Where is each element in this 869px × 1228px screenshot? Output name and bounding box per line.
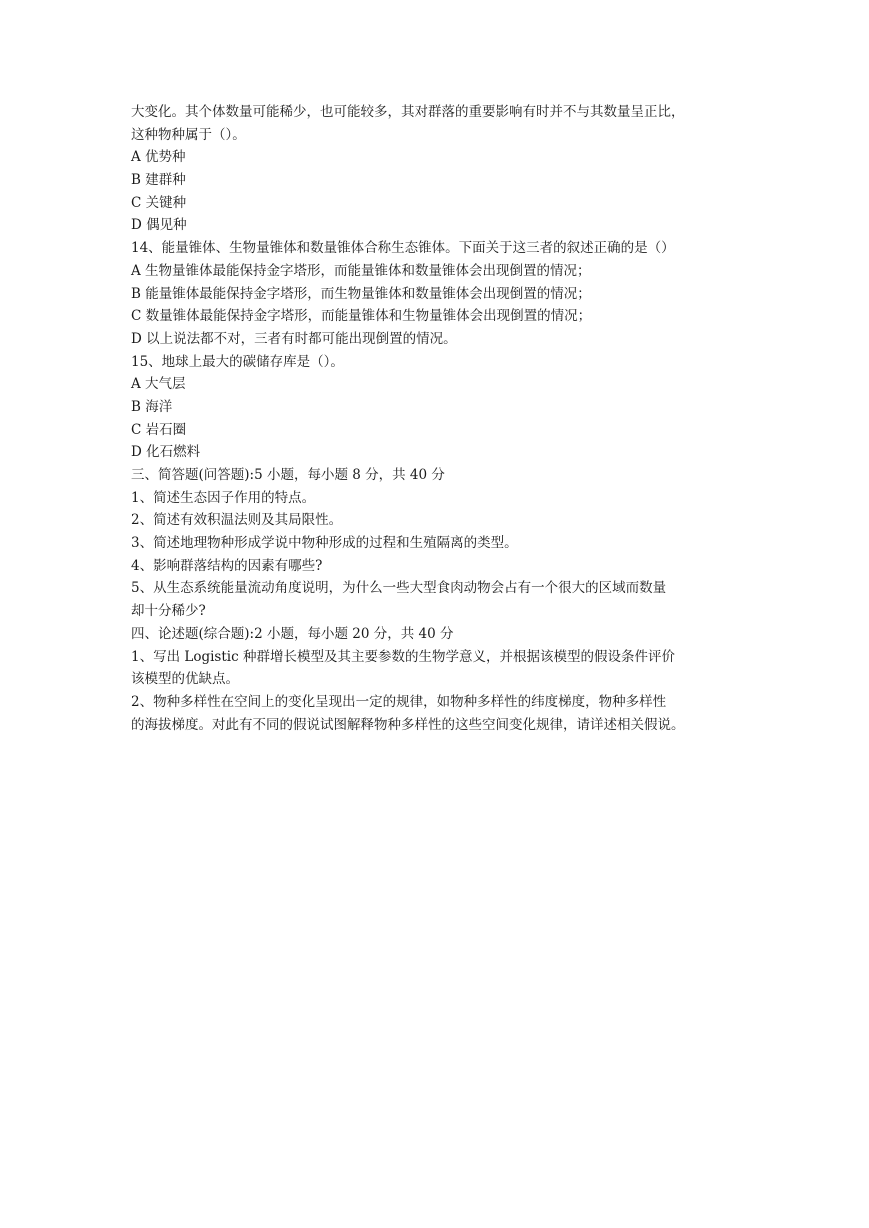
section-4-item-2-line-2: 的海拔梯度。对此有不同的假说试图解释物种多样性的这些空间变化规律，请详述相关假说。 (131, 716, 685, 733)
q15-option-b: B 海洋 (131, 398, 173, 415)
q13-option-c: C 关键种 (131, 194, 187, 211)
section-3-item-2: 2、简述有效积温法则及其局限性。 (131, 512, 343, 529)
section-4-item-2-line-1: 2、物种多样性在空间上的变化呈现出一定的规律，如物种多样性的纬度梯度，物种多样性 (131, 693, 667, 710)
q14-option-d: D 以上说法都不对，三者有时都可能出现倒置的情况。 (131, 330, 457, 347)
q15-option-d: D 化石燃料 (131, 444, 201, 461)
section-4-heading: 四、论述题(综合题):2 小题，每小题 20 分，共 40 分 (131, 625, 454, 642)
exam-page (131, 101, 741, 736)
q13-option-a: A 优势种 (131, 149, 186, 166)
q13-option-d: D 偶见种 (131, 217, 187, 234)
section-3-item-4: 4、影响群落结构的因素有哪些? (131, 557, 323, 574)
q15-option-a: A 大气层 (131, 376, 186, 393)
q14-stem: 14、能量锥体、生物量锥体和数量锥体合称生态锥体。下面关于这三者的叙述正确的是（） (131, 240, 675, 257)
q14-option-c: C 数量锥体最能保持金字塔形，而能量锥体和生物量锥体会出现倒置的情况； (131, 308, 592, 325)
q15-option-c: C 岩石圈 (131, 421, 187, 438)
q13-stem-line-1: 大变化。其个体数量可能稀少，也可能较多，其对群落的重要影响有时并不与其数量呈正比， (131, 104, 685, 120)
q13-stem-line-2: 这种物种属于（）。 (131, 126, 246, 143)
section-3-item-5-line-1: 5、从生态系统能量流动角度说明，为什么一些大型食肉动物会占有一个很大的区域而数量 (131, 580, 667, 597)
q13-option-b: B 建群种 (131, 172, 186, 189)
q14-option-b: B 能量锥体最能保持金字塔形，而生物量锥体和数量锥体会出现倒置的情况； (131, 285, 591, 302)
section-3-heading: 三、简答题(问答题):5 小题，每小题 8 分，共 40 分 (131, 467, 445, 483)
section-3-item-5-line-2: 却十分稀少? (131, 603, 206, 620)
section-4-item-1-line-1: 1、写出 Logistic 种群增长模型及其主要参数的生物学意义，并根据该模型的假设条件评价 (131, 648, 675, 665)
section-4-item-1-line-2: 该模型的优缺点。 (131, 671, 239, 688)
section-3-item-3: 3、简述地理物种形成学说中物种形成的过程和生殖隔离的类型。 (131, 535, 518, 552)
q15-stem: 15、地球上最大的碳储存库是（）。 (131, 353, 344, 370)
section-3-item-1: 1、简述生态因子作用的特点。 (131, 489, 316, 506)
q14-option-a: A 生物量锥体最能保持金字塔形，而能量锥体和数量锥体会出现倒置的情况； (131, 262, 591, 279)
